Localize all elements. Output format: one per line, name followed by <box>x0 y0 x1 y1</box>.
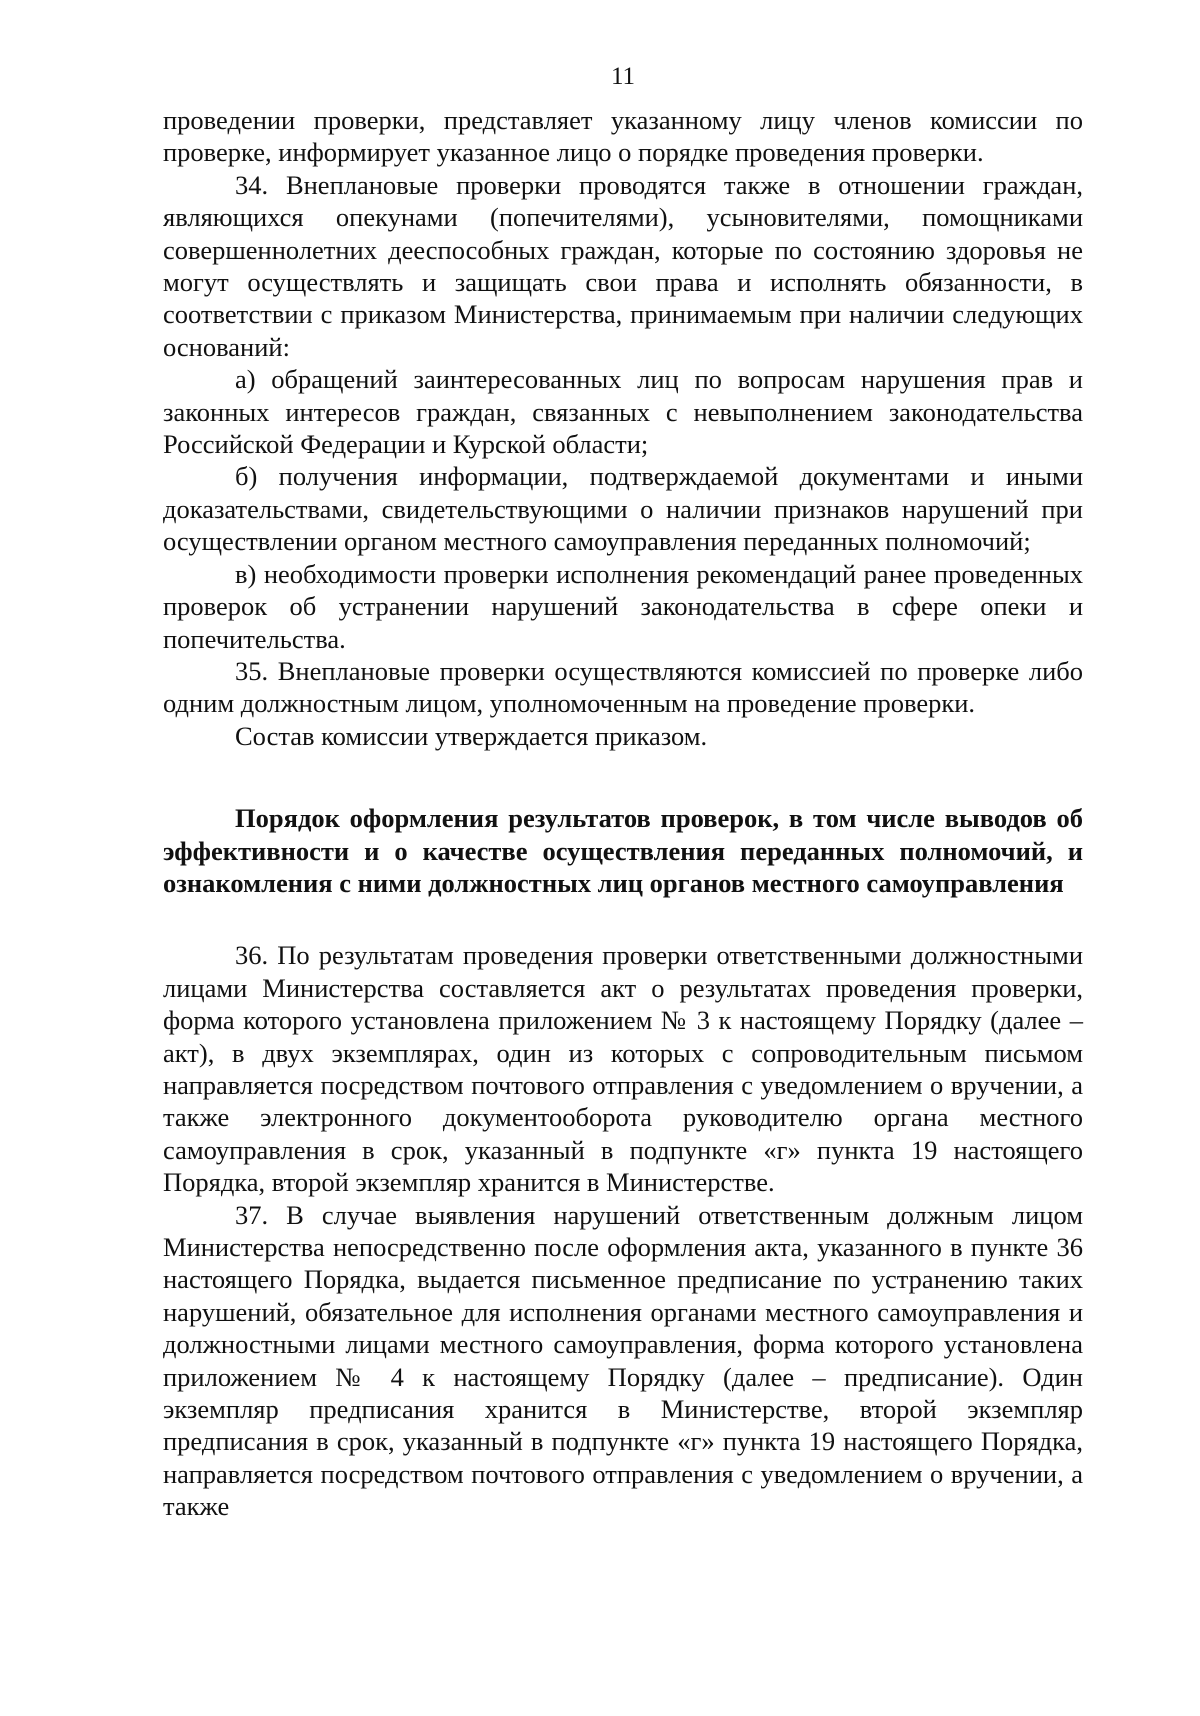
paragraph-35-commission: Состав комиссии утверждается приказом. <box>235 720 708 751</box>
paragraph-34-v: в) необходимости проверки исполнения рекомендаций ранее проведенных проверок об устранении нарушений законодательства в сфере опеки и попечительства. <box>163 558 1083 654</box>
paragraph-37: 37. В случае выявления нарушений ответственным должным лицом Министерства непосредственно после оформления акта, указанного в пункте 36 настоящего Порядка, выдается письменное предписание по устранению таких нарушений, обязательное для исполнения органами местного самоуправления и должностными лицами местного самоуправления, форма которого установлена приложением № 4 к настоящему Порядку (далее – предписание). Один экземпляр предписания хранится в Министерстве, второй экземпляр предписания в срок, указанный в подпункте «г» пункта 19 настоящего Порядка, направляется посредством почтового отправления с уведомлением о вручении, а также <box>163 1199 1083 1522</box>
paragraph-36: 36. По результатам проведения проверки ответственными должностными лицами Министерства составляется акт о результатах проведения проверки, форма которого установлена приложением № 3 к настоящему Порядку (далее – акт), в двух экземплярах, один из которых с сопроводительным письмом направляется посредством почтового отправления с уведомлением о вручении, а также электронного документооборота руководителю органа местного самоуправления в срок, указанный в подпункте «г» пункта 19 настоящего Порядка, второй экземпляр хранится в Министерстве. <box>163 940 1083 1198</box>
paragraph-34-a: а) обращений заинтересованных лиц по вопросам нарушения прав и законных интересов граждан, связанных с невыполнением законодательства Российской Федерации и Курской области; <box>163 364 1083 460</box>
paragraph-34-b: б) получения информации, подтверждаемой документами и иными доказательствами, свидетельствующими о наличии признаков нарушений при осуществлении органом местного самоуправления переданных полномочий; <box>163 461 1083 557</box>
heading-gap <box>163 792 1083 802</box>
top-section <box>163 104 1083 752</box>
bottom-section <box>163 939 1083 1522</box>
document-page <box>163 62 1083 1523</box>
section-heading: Порядок оформления результатов проверок, в том числе выводов об эффективности и о качестве осуществления переданных полномочий, и ознакомления с ними должностных лиц органов местного самоуправления <box>163 803 1083 898</box>
page-number: 11 <box>610 63 636 90</box>
paragraph-continuation: проведении проверки, представляет указанному лицу членов комиссии по проверке, информирует указанное лицо о порядке проведения проверки. <box>163 105 1083 168</box>
paragraph-34: 34. Внеплановые проверки проводятся также в отношении граждан, являющихся опекунами (попечителями), усыновителями, помощниками совершеннолетних дееспособных граждан, которые по состоянию здоровья не могут осуществлять и защищать свои права и исполнять обязанности, в соответствии с приказом Министерства, принимаемым при наличии следующих оснований: <box>163 169 1083 362</box>
paragraph-35: 35. Внеплановые проверки осуществляются комиссией по проверке либо одним должностным лицом, уполномоченным на проведение проверки. <box>163 655 1083 719</box>
